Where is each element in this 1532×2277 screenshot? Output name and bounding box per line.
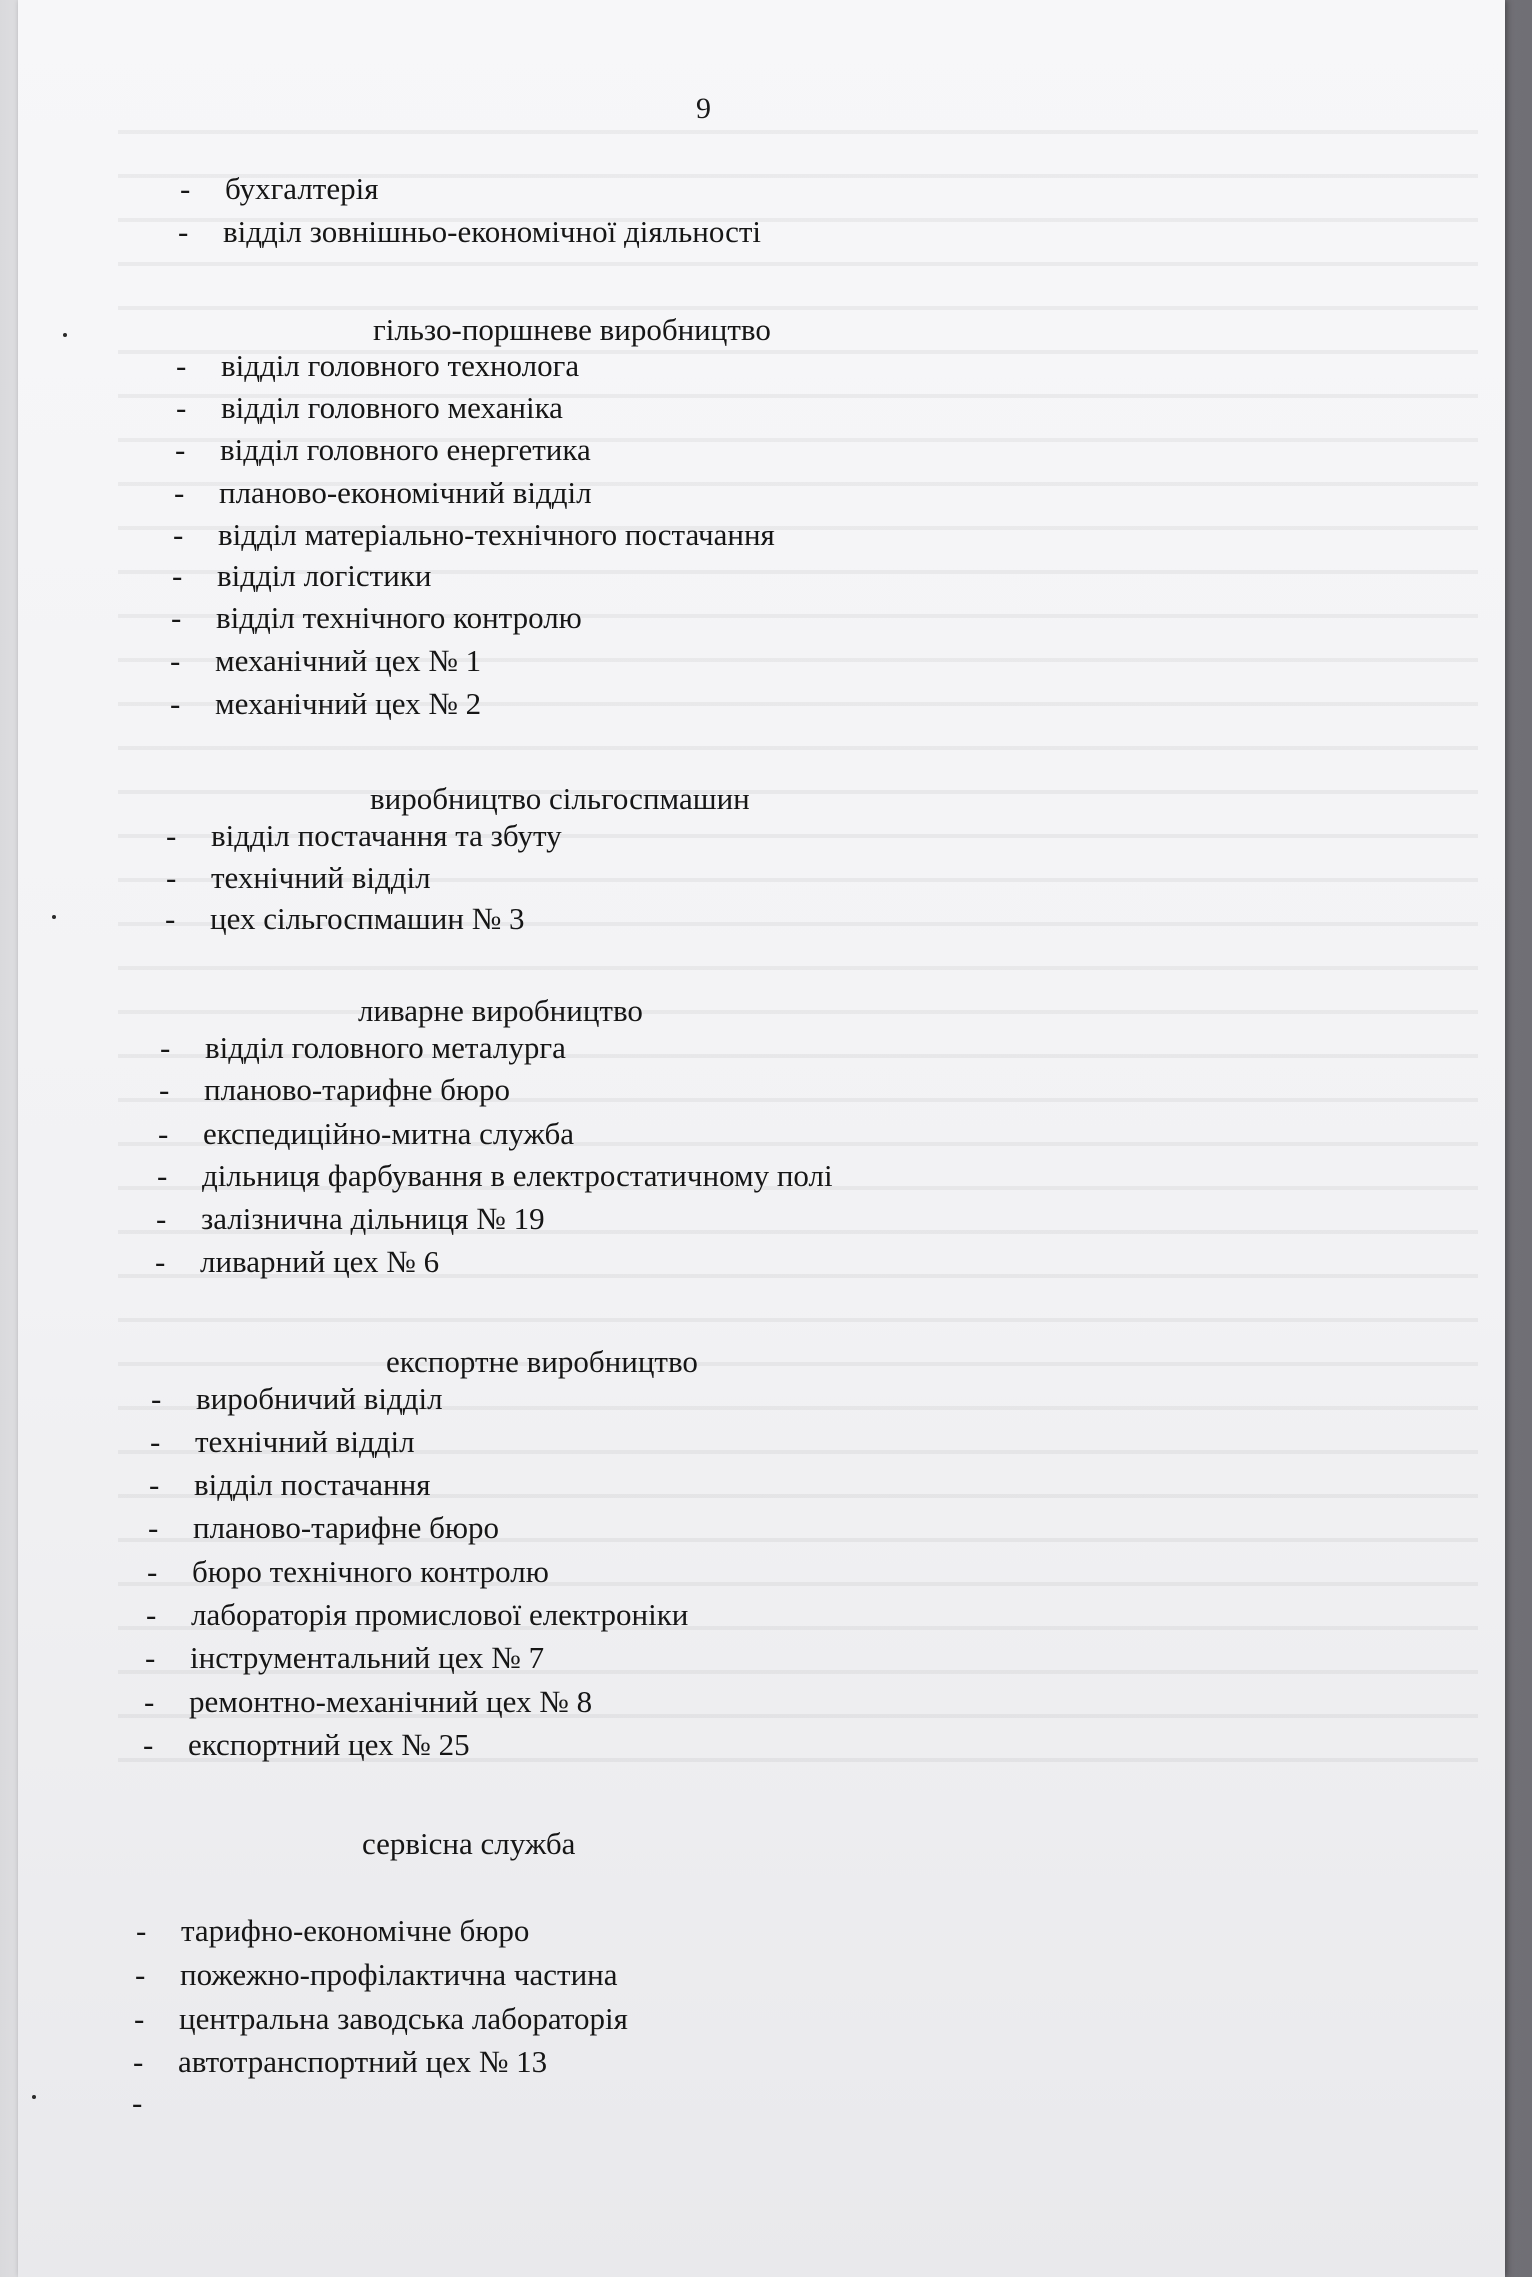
- list-item-text: ремонтно-механічний цех № 8: [189, 1684, 593, 1719]
- list-item-text: автотранспортний цех № 13: [178, 2044, 548, 2079]
- list-item-text: технічний відділ: [195, 1424, 415, 1459]
- list-item-text: відділ зовнішньо-економічної діяльності: [223, 214, 762, 249]
- list-item-text: планово-економічний відділ: [219, 475, 592, 510]
- bullet-dash: -: [155, 1244, 166, 1279]
- section-heading: виробництво сільгоспмашин: [370, 781, 750, 816]
- bullet-dash: -: [166, 860, 177, 895]
- bullet-dash: -: [133, 2044, 144, 2079]
- list-item-text: цех сільгоспмашин № 3: [210, 901, 525, 936]
- list-item-text: планово-тарифне бюро: [204, 1072, 511, 1107]
- bullet-dash: -: [145, 1640, 156, 1675]
- bullet-dash: -: [176, 390, 187, 425]
- bullet-dash: -: [148, 1510, 159, 1545]
- bullet-dash: -: [178, 214, 189, 249]
- bullet-dash: -: [146, 1597, 157, 1632]
- bullet-dash: -: [149, 1467, 160, 1502]
- list-item-text: експортний цех № 25: [188, 1727, 470, 1762]
- bullet-dash: -: [166, 818, 177, 853]
- list-item-text: відділ головного металурга: [205, 1030, 566, 1065]
- list-item-text: ливарний цех № 6: [200, 1244, 440, 1279]
- section-heading: гільзо-поршневе виробництво: [373, 312, 771, 347]
- bullet-dash: -: [144, 1684, 155, 1719]
- bullet-dash: -: [159, 1072, 170, 1107]
- bullet-dash: -: [132, 2085, 143, 2120]
- list-item-text: технічний відділ: [211, 860, 431, 895]
- bullet-dash: -: [174, 475, 185, 510]
- list-item-text: відділ постачання та збуту: [211, 818, 562, 853]
- list-item-text: дільниця фарбування в електростатичному полі: [202, 1158, 833, 1193]
- bullet-dash: -: [171, 600, 182, 635]
- list-item-text: відділ матеріально-технічного постачання: [218, 517, 775, 552]
- list-item-text: відділ головного енергетика: [220, 432, 591, 467]
- section-heading: ливарне виробництво: [358, 993, 643, 1028]
- bullet-dash: -: [147, 1554, 158, 1589]
- list-item-text: бюро технічного контролю: [192, 1554, 549, 1589]
- list-item-text: відділ головного технолога: [221, 348, 580, 383]
- bullet-dash: -: [143, 1727, 154, 1762]
- bullet-dash: -: [180, 171, 191, 206]
- list-item-text: відділ технічного контролю: [216, 600, 582, 635]
- page-number: 9: [696, 92, 711, 125]
- bullet-dash: -: [170, 643, 181, 678]
- bullet-dash: -: [134, 2001, 145, 2036]
- list-item-text: центральна заводська лабораторія: [179, 2001, 628, 2036]
- bullet-dash: -: [173, 517, 184, 552]
- bullet-dash: -: [160, 1030, 171, 1065]
- bullet-dash: -: [150, 1424, 161, 1459]
- margin-speck: [63, 333, 67, 337]
- bullet-dash: -: [170, 686, 181, 721]
- bullet-dash: -: [136, 1913, 147, 1948]
- bullet-dash: -: [172, 558, 183, 593]
- list-item-text: залізнична дільниця № 19: [201, 1201, 545, 1236]
- list-item-text: відділ головного механіка: [221, 390, 563, 425]
- bullet-dash: -: [156, 1201, 167, 1236]
- list-item-text: відділ постачання: [194, 1467, 431, 1502]
- bullet-dash: -: [175, 432, 186, 467]
- section-heading: сервісна служба: [362, 1826, 576, 1861]
- list-item-text: механічний цех № 2: [215, 686, 482, 721]
- section-heading: експортне виробництво: [386, 1344, 698, 1379]
- list-item-text: експедиційно-митна служба: [203, 1116, 575, 1151]
- list-item-text: бухгалтерія: [225, 171, 379, 206]
- list-item-text: планово-тарифне бюро: [193, 1510, 500, 1545]
- list-item-text: лабораторія промислової електроніки: [191, 1597, 689, 1632]
- list-item-text: інструментальний цех № 7: [190, 1640, 545, 1675]
- bullet-dash: -: [151, 1381, 162, 1416]
- bullet-dash: -: [165, 901, 176, 936]
- bullet-dash: -: [158, 1116, 169, 1151]
- list-item-text: механічний цех № 1: [215, 643, 482, 678]
- list-item-text: пожежно-профілактична частина: [180, 1957, 618, 1992]
- document-page: [18, 0, 1505, 2277]
- list-item-text: відділ логістики: [217, 558, 432, 593]
- bullet-dash: -: [157, 1158, 168, 1193]
- margin-speck: [32, 2095, 36, 2099]
- margin-speck: [52, 915, 56, 919]
- list-item-text: тарифно-економічне бюро: [181, 1913, 530, 1948]
- list-item-text: виробничий відділ: [196, 1381, 443, 1416]
- bullet-dash: -: [135, 1957, 146, 1992]
- bullet-dash: -: [176, 348, 187, 383]
